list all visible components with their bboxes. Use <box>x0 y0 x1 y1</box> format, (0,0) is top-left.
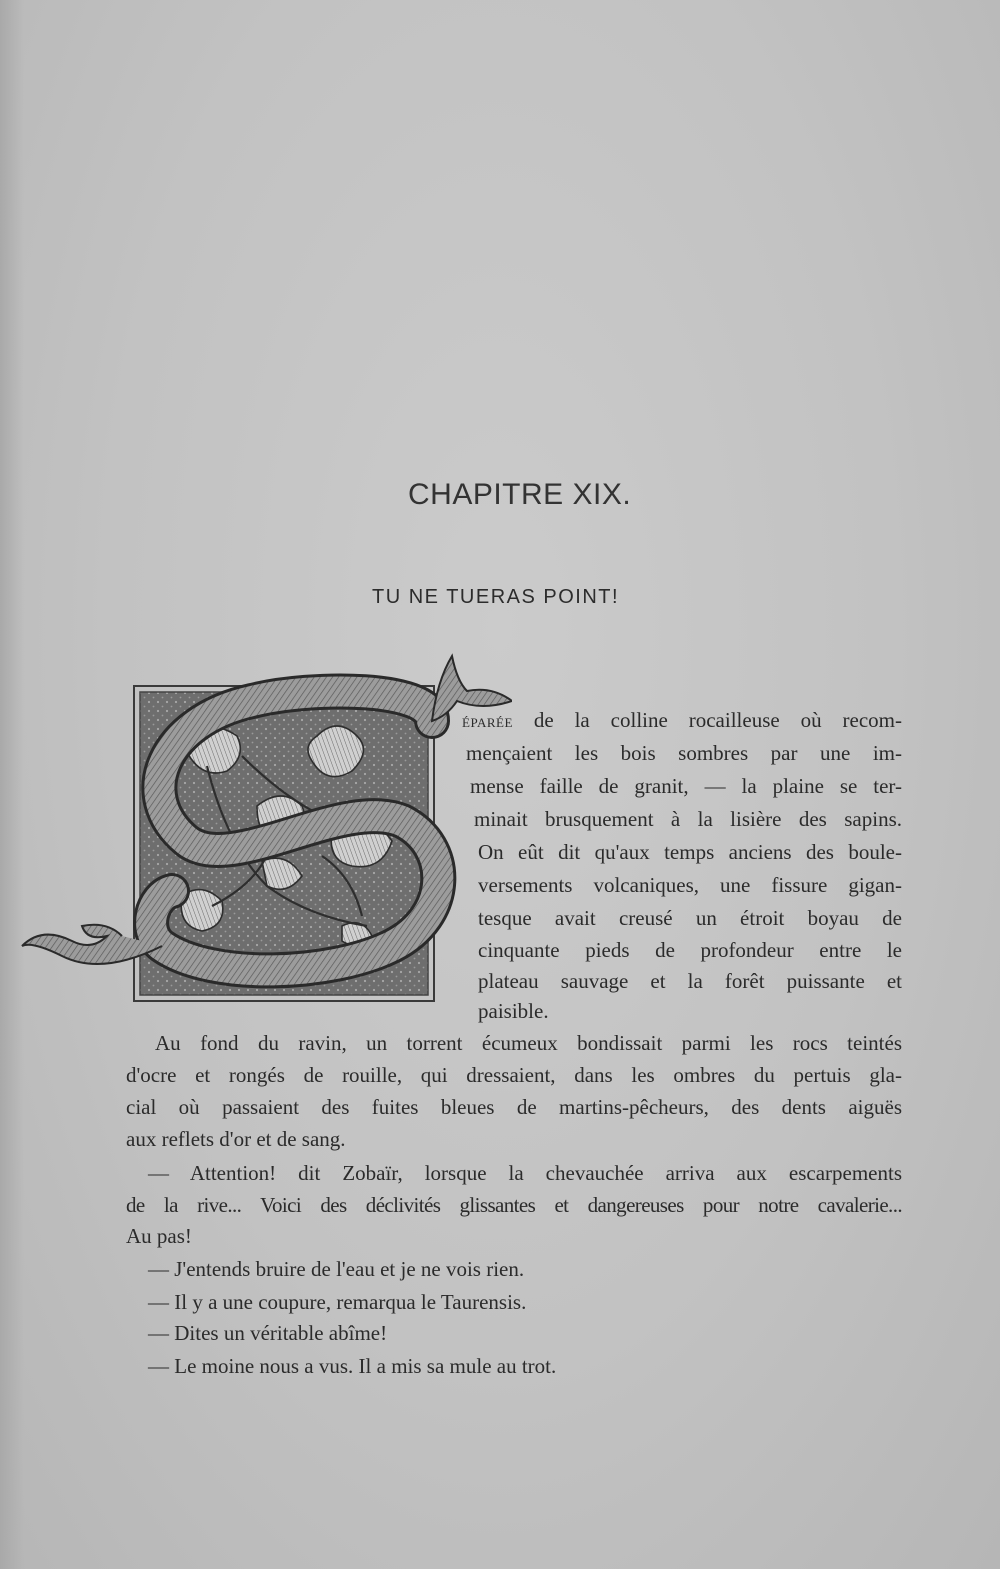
text-line: aux reflets d'or et de sang. <box>126 1127 346 1151</box>
text-line: Au fond du ravin, un torrent écumeux bondissait parmi les rocs teintés <box>155 1031 902 1055</box>
text-line: mençaient les bois sombres par une im- <box>466 741 902 765</box>
lead-word: ÉPARÉE <box>462 715 513 730</box>
text-line: paisible. <box>478 999 549 1023</box>
text-line: d'ocre et rongés de rouille, qui dressaient, dans les ombres du pertuis gla- <box>126 1063 902 1087</box>
chapter-subtitle: TU NE TUERAS POINT! <box>372 586 620 608</box>
dialogue-line: — Dites un véritable abîme! <box>148 1321 388 1345</box>
text-line: versements volcaniques, une fissure gigan- <box>478 873 902 897</box>
text-line: mense faille de granit, — la plaine se ter- <box>470 774 902 798</box>
text-line: Au pas! <box>126 1224 192 1248</box>
ornamental-dropcap-s <box>12 646 512 1008</box>
text-line: On eût dit qu'aux temps anciens des boule- <box>478 840 902 864</box>
text-line <box>462 707 902 736</box>
text-segment: de la colline rocailleuse où recom- <box>512 708 902 732</box>
text-line: de la rive... Voici des déclivités glissantes et dangereuses pour notre cavalerie... <box>126 1193 902 1217</box>
dialogue-line: — J'entends bruire de l'eau et je ne vois rien. <box>148 1257 525 1281</box>
text-line: minait brusquement à la lisière des sapins. <box>474 807 902 831</box>
text-line: — Attention! dit Zobaïr, lorsque la chevauchée arriva aux escarpements <box>148 1161 902 1185</box>
dialogue-line: — Le moine nous a vus. Il a mis sa mule au trot. <box>148 1354 557 1378</box>
text-line: tesque avait creusé un étroit boyau de <box>478 906 902 930</box>
text-line: cinquante pieds de profondeur entre le <box>478 938 902 962</box>
chapter-title: CHAPITRE XIX. <box>408 478 632 511</box>
dialogue-line: — Il y a une coupure, remarqua le Taurensis. <box>148 1290 527 1314</box>
text-line: plateau sauvage et la forêt puissante et <box>478 969 902 993</box>
text-line: cial où passaient des fuites bleues de martins-pêcheurs, des dents aiguës <box>126 1095 902 1119</box>
